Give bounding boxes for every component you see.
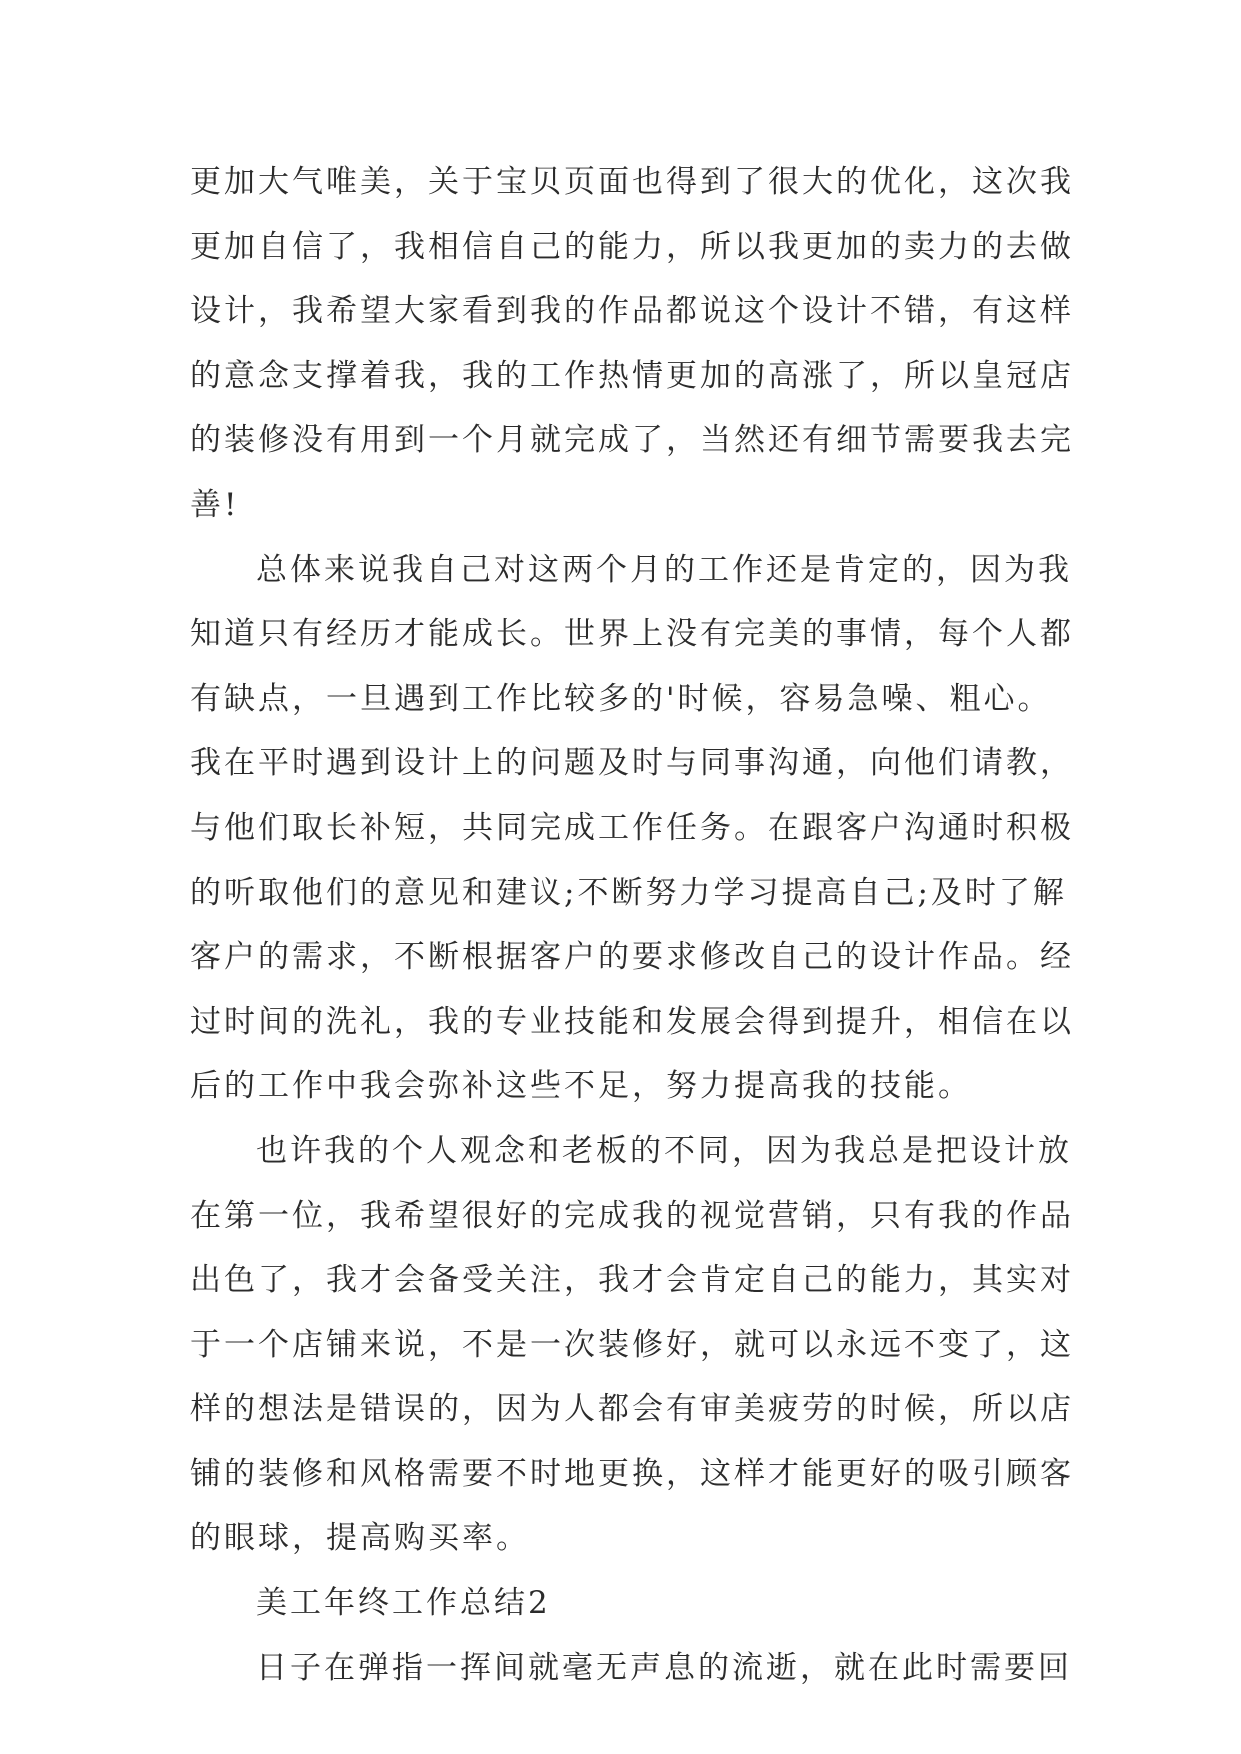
text-line: 总体来说我自己对这两个月的工作还是肯定的，因为我 xyxy=(256,551,1072,588)
text-line: 的听取他们的意见和建议;不断努力学习提高自己;及时了解 xyxy=(190,874,1067,911)
paragraph xyxy=(190,1119,1074,1571)
text-line: 的装修没有用到一个月就完成了，当然还有细节需要我去完 xyxy=(190,422,1074,459)
text-line: 的意念支撑着我，我的工作热情更加的高涨了，所以皇冠店 xyxy=(190,357,1074,394)
text-line: 客户的需求，不断根据客户的要求修改自己的设计作品。经 xyxy=(190,939,1074,976)
text-line: 后的工作中我会弥补这些不足，努力提高我的技能。 xyxy=(190,1068,972,1105)
text-line: 善! xyxy=(190,486,240,523)
text-line: 过时间的洗礼，我的专业技能和发展会得到提升，相信在以 xyxy=(190,1003,1074,1040)
paragraph xyxy=(190,150,1074,538)
text-line: 与他们取长补短，共同完成工作任务。在跟客户沟通时积极 xyxy=(190,809,1074,846)
text-line: 设计，我希望大家看到我的作品都说这个设计不错，有这样 xyxy=(190,293,1074,330)
text-line: 更加自信了，我相信自己的能力，所以我更加的卖力的去做 xyxy=(190,228,1074,265)
text-line: 我在平时遇到设计上的问题及时与同事沟通，向他们请教， xyxy=(190,745,1074,782)
section-heading: 美工年终工作总结2 xyxy=(256,1585,551,1622)
text-line: 更加大气唯美，关于宝贝页面也得到了很大的优化，这次我 xyxy=(190,164,1074,200)
text-line: 在第一位，我希望很好的完成我的视觉营销，只有我的作品 xyxy=(190,1197,1074,1234)
text-line: 出色了，我才会备受关注，我才会肯定自己的能力，其实对 xyxy=(190,1262,1074,1299)
text-line: 的眼球，提高购买率。 xyxy=(190,1520,530,1557)
text-line: 样的想法是错误的，因为人都会有审美疲劳的时候，所以店 xyxy=(190,1391,1074,1428)
text-line: 也许我的个人观念和老板的不同，因为我总是把设计放 xyxy=(256,1132,1072,1169)
text-line: 有缺点，一旦遇到工作比较多的'时候，容易急噪、粗心。 xyxy=(190,680,1052,717)
paragraph xyxy=(190,1636,1070,1701)
text-line: 铺的装修和风格需要不时地更换，这样才能更好的吸引顾客 xyxy=(190,1455,1074,1492)
text-line: 日子在弹指一挥间就毫无声息的流逝，就在此时需要回 xyxy=(256,1649,1072,1686)
paragraph xyxy=(190,538,1074,1119)
text-line: 于一个店铺来说，不是一次装修好，就可以永远不变了，这 xyxy=(190,1326,1074,1363)
document-body xyxy=(190,150,1074,1700)
text-line: 知道只有经历才能成长。世界上没有完美的事情，每个人都 xyxy=(190,616,1074,653)
